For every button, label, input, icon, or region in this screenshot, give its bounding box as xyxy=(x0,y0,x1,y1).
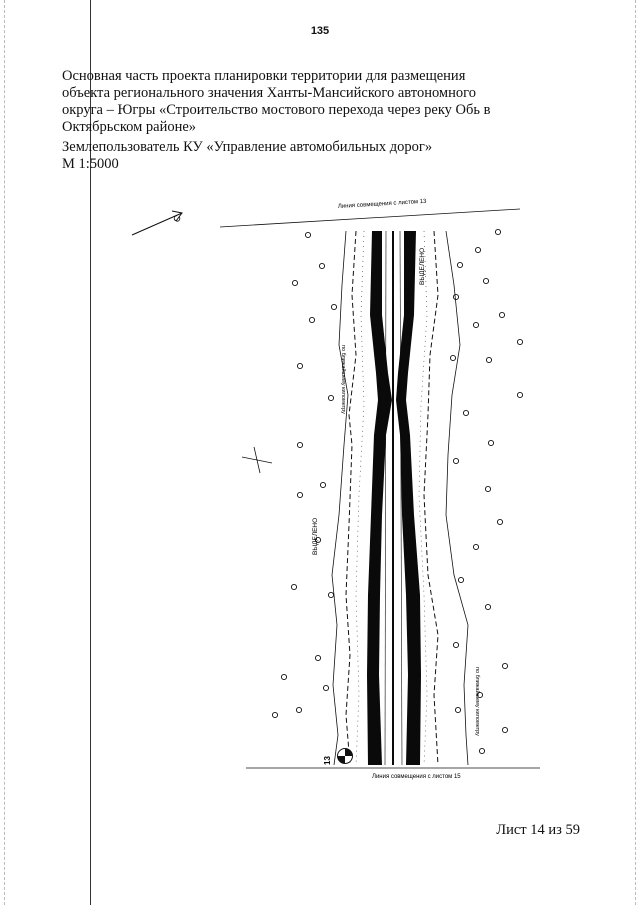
road-band xyxy=(367,231,421,765)
scan-edge-right xyxy=(635,0,636,905)
match-line-top xyxy=(220,209,520,227)
match-line-bottom-label: Линия совмещения с листом 15 xyxy=(372,774,461,780)
heading-line-2: объекта регионального значения Ханты-Мансийского автономного xyxy=(62,85,476,101)
boundary-outer-left xyxy=(332,231,348,765)
sheet-number: Лист 14 из 59 xyxy=(496,822,580,838)
sheet-marker xyxy=(323,749,353,766)
planning-map xyxy=(120,195,540,790)
boundary-dash-right xyxy=(424,231,438,765)
scan-edge-left xyxy=(4,0,5,905)
match-line-top-label: Линия совмещения с листом 13 xyxy=(337,198,427,210)
map-scale: М 1:5000 xyxy=(62,156,119,172)
forest-label-left: ВЫДЕЛЕНО xyxy=(312,517,319,555)
forest-label-right: ВЫДЕЛЕНО xyxy=(419,247,426,285)
heading-line-1: Основная часть проекта планировки территории для размещения xyxy=(62,68,466,84)
heading-line-4: Октябрьском районе» xyxy=(62,119,197,135)
heading-line-3: округа – Югры «Строительство мостового перехода через реку Обь в xyxy=(62,102,491,118)
boundary-label-right: по ближайшему километру xyxy=(474,667,480,736)
boundary-dash-left xyxy=(346,231,356,765)
boundary-label-left: по ближайшему километру xyxy=(340,345,346,414)
sheet-marker-number: 13 xyxy=(323,756,332,765)
north-arrow xyxy=(132,211,183,235)
north-label: С xyxy=(171,213,183,224)
page-number: 135 xyxy=(310,25,330,37)
boundary-outer-right xyxy=(446,231,468,765)
land-user: Землепользователь КУ «Управление автомобильных дорог» xyxy=(62,139,433,155)
document-heading xyxy=(62,68,522,173)
grid-cross xyxy=(242,447,272,473)
